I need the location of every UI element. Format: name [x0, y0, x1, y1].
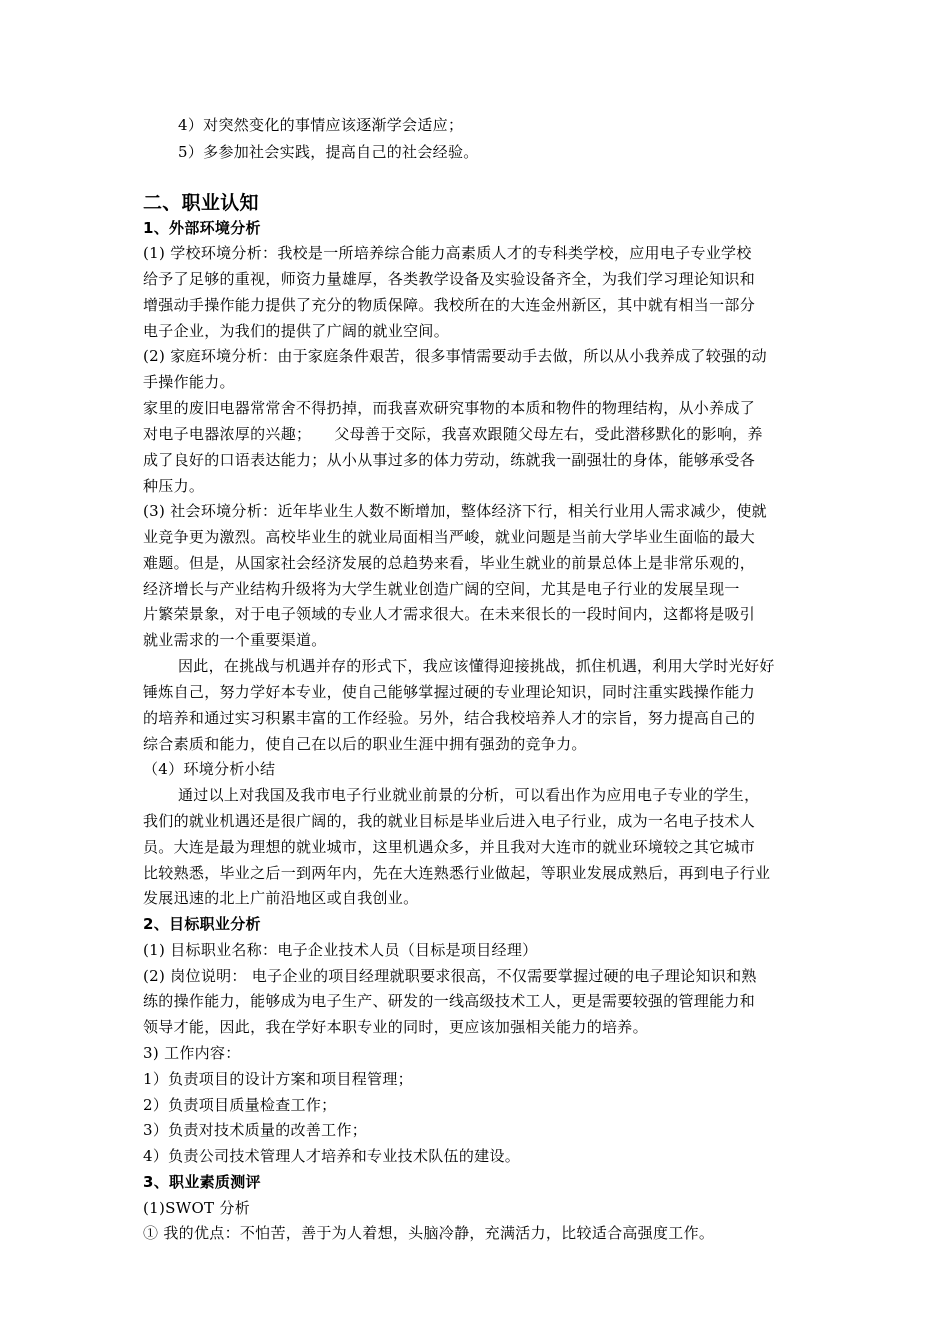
text-line: (1) 学校环境分析：我校是一所培养综合能力高素质人才的专科类学校，应用电子专业学校: [143, 244, 752, 262]
text-line: 1）负责项目的设计方案和项目程管理；: [143, 1070, 413, 1088]
text-line: (1) 目标职业名称：电子企业技术人员（目标是项目经理）: [143, 941, 538, 959]
text-line: 员。大连是最为理想的就业城市，这里机遇众多，并且我对大连市的就业环境较之其它城市: [143, 838, 756, 856]
text-line: 因此，在挑战与机遇并存的形式下，我应该懂得迎接挑战，抓住机遇，利用大学时光好好: [178, 657, 775, 675]
text-line: (2) 家庭环境分析：由于家庭条件艰苦，很多事情需要动手去做，所以从小我养成了较强的动: [143, 347, 767, 365]
text-line: 锤炼自己，努力学好本专业，使自己能够掌握过硬的专业理论知识，同时注重实践操作能力: [143, 683, 756, 701]
text-line: 业竞争更为激烈。高校毕业生的就业局面相当严峻，就业问题是当前大学毕业生面临的最大: [143, 528, 756, 546]
text-line: 发展迅速的北上广前沿地区或自我创业。: [143, 889, 419, 907]
text-line: 比较熟悉，毕业之后一到两年内，先在大连熟悉行业做起，等职业发展成熟后，再到电子行业: [143, 864, 771, 882]
text-line: ① 我的优点：不怕苦，善于为人着想，头脑冷静，充满活力，比较适合高强度工作。: [143, 1224, 715, 1242]
text-line: 对电子电器浓厚的兴趣； 父母善于交际，我喜欢跟随父母左右，受此潜移默化的影响，养: [143, 425, 763, 443]
text-line: (1)SWOT 分析: [143, 1199, 251, 1217]
text-line: 电子企业，为我们的提供了广阔的就业空间。: [143, 322, 450, 340]
text-line: 手操作能力。: [143, 373, 235, 391]
text-line: 难题。但是，从国家社会经济发展的总趋势来看，毕业生就业的前景总体上是非常乐观的，: [143, 554, 756, 572]
text-line: 成了良好的口语表达能力；从小从事过多的体力劳动，练就我一副强壮的身体，能够承受各: [143, 451, 756, 469]
text-line: 4）负责公司技术管理人才培养和专业技术队伍的建设。: [143, 1147, 521, 1165]
text-line: （4）环境分析小结: [143, 760, 276, 778]
text-line: (3) 社会环境分析：近年毕业生人数不断增加，整体经济下行，相关行业用人需求减少，使就: [143, 502, 767, 520]
text-line: 的培养和通过实习积累丰富的工作经验。另外，结合我校培养人才的宗旨，努力提高自己的: [143, 709, 756, 727]
text-line: 4）对突然变化的事情应该逐渐学会适应；: [178, 116, 464, 134]
subsection-heading: 3、职业素质测评: [143, 1173, 261, 1191]
text-line: (2) 岗位说明： 电子企业的项目经理就职要求很高，不仅需要掌握过硬的电子理论知识和熟: [143, 967, 757, 985]
text-line: 给予了足够的重视，师资力量雄厚，各类教学设备及实验设备齐全，为我们学习理论知识和: [143, 270, 756, 288]
text-line: 经济增长与产业结构升级将为大学生就业创造广阔的空间，尤其是电子行业的发展呈现一: [143, 580, 740, 598]
text-line: 就业需求的一个重要渠道。: [143, 631, 327, 649]
text-line: 综合素质和能力，使自己在以后的职业生涯中拥有强劲的竞争力。: [143, 735, 587, 753]
text-line: 增强动手操作能力提供了充分的物质保障。我校所在的大连金州新区，其中就有相当一部分: [143, 296, 756, 314]
text-line: 种压力。: [143, 477, 205, 495]
text-line: 练的操作能力，能够成为电子生产、研发的一线高级技术工人，更是需要较强的管理能力和: [143, 992, 756, 1010]
text-line: 5）多参加社会实践，提高自己的社会经验。: [178, 143, 479, 161]
section-heading: 二、职业认知: [143, 192, 259, 214]
subsection-heading: 1、外部环境分析: [143, 219, 261, 237]
text-line: 领导才能，因此，我在学好本职专业的同时，更应该加强相关能力的培养。: [143, 1018, 648, 1036]
text-line: 我们的就业机遇还是很广阔的，我的就业目标是毕业后进入电子行业，成为一名电子技术人: [143, 812, 756, 830]
text-line: 3) 工作内容：: [143, 1044, 241, 1062]
text-line: 片繁荣景象，对于电子领域的专业人才需求很大。在未来很长的一段时间内，这都将是吸引: [143, 605, 756, 623]
text-line: 3）负责对技术质量的改善工作；: [143, 1121, 368, 1139]
text-line: 家里的废旧电器常常舍不得扔掉，而我喜欢研究事物的本质和物件的物理结构，从小养成了: [143, 399, 756, 417]
subsection-heading: 2、目标职业分析: [143, 915, 261, 933]
text-line: 通过以上对我国及我市电子行业就业前景的分析，可以看出作为应用电子专业的学生，: [178, 786, 760, 804]
text-line: 2）负责项目质量检查工作；: [143, 1096, 337, 1114]
